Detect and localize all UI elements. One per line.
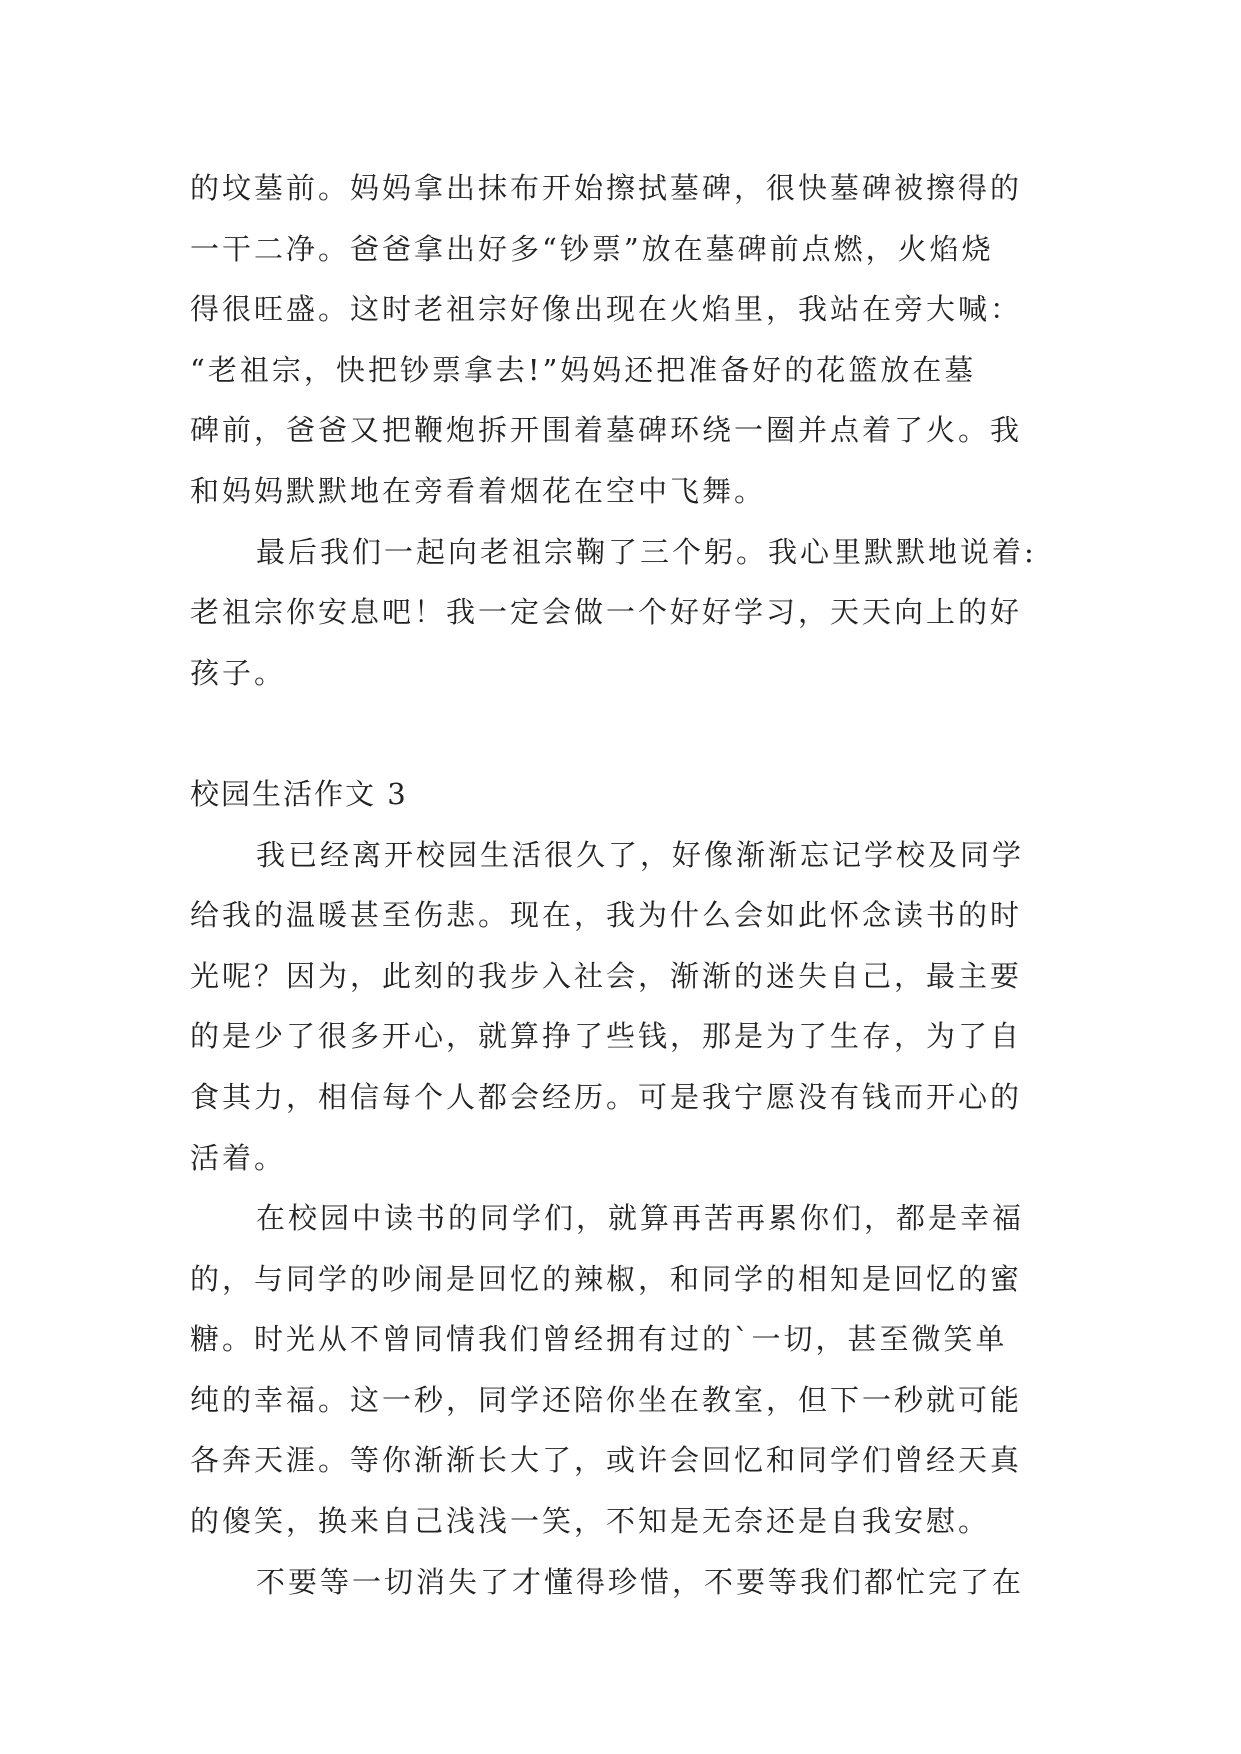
text-line: 的是少了很多开心，就算挣了些钱，那是为了生存，为了自 [190,1019,1023,1054]
paragraph-2 [190,522,1050,704]
section-heading: 校园生活作文 3 [190,776,408,811]
document-body [190,158,1050,1612]
paragraph-3 [190,825,1050,1189]
text-line: 我已经离开校园生活很久了，好像渐渐忘记学校及同学 [256,837,1025,872]
text-line: 不要等一切消失了才懂得珍惜，不要等我们都忙完了在 [256,1564,1025,1599]
text-line: 食其力，相信每个人都会经历。可是我宁愿没有钱而开心的 [190,1079,1023,1114]
text-line: 纯的幸福。这一秒，同学还陪你坐在教室，但下一秒就可能 [190,1382,1023,1417]
text-line: 得很旺盛。这时老祖宗好像出现在火焰里，我站在旁大喊： [190,292,1023,327]
paragraph-4 [190,1188,1050,1552]
blank-line [190,703,1050,764]
paragraph-1 [190,158,1050,522]
text-line: 的，与同学的吵闹是回忆的辣椒，和同学的相知是回忆的蜜 [190,1261,1023,1296]
text-line: 给我的温暖甚至伤悲。现在，我为什么会如此怀念读书的时 [190,898,1023,933]
text-line: 的坟墓前。妈妈拿出抹布开始擦拭墓碑，很快墓碑被擦得的 [190,171,1023,205]
text-line: “老祖宗，快把钞票拿去!”妈妈还把准备好的花篮放在墓 [190,352,977,387]
text-line: 糖。时光从不曾同情我们曾经拥有过的`一切，甚至微笑单 [190,1322,1008,1357]
text-line: 的傻笑，换来自己浅浅一笑，不知是无奈还是自我安慰。 [190,1504,991,1539]
text-line: 光呢？因为，此刻的我步入社会，渐渐的迷失自己，最主要 [190,958,1023,993]
text-line: 在校园中读书的同学们，就算再苦再累你们，都是幸福 [256,1201,1025,1236]
text-line: 和妈妈默默地在旁看着烟花在空中飞舞。 [190,473,767,508]
paragraph-5 [190,1552,1050,1613]
text-line: 最后我们一起向老祖宗鞠了三个躬。我心里默默地说着: [256,534,1037,569]
text-line: 活着。 [190,1140,287,1175]
text-line: 碑前，爸爸又把鞭炮拆开围着墓碑环绕一圈并点着了火。我 [190,413,1023,448]
text-line: 老祖宗你安息吧！我一定会做一个好好学习，天天向上的好 [190,595,1023,630]
text-line: 各奔天涯。等你渐渐长大了，或许会回忆和同学们曾经天真 [190,1443,1023,1478]
text-line: 一干二净。爸爸拿出好多“钞票”放在墓碑前点燃，火焰烧 [190,231,994,266]
text-line: 孩子。 [190,655,287,690]
